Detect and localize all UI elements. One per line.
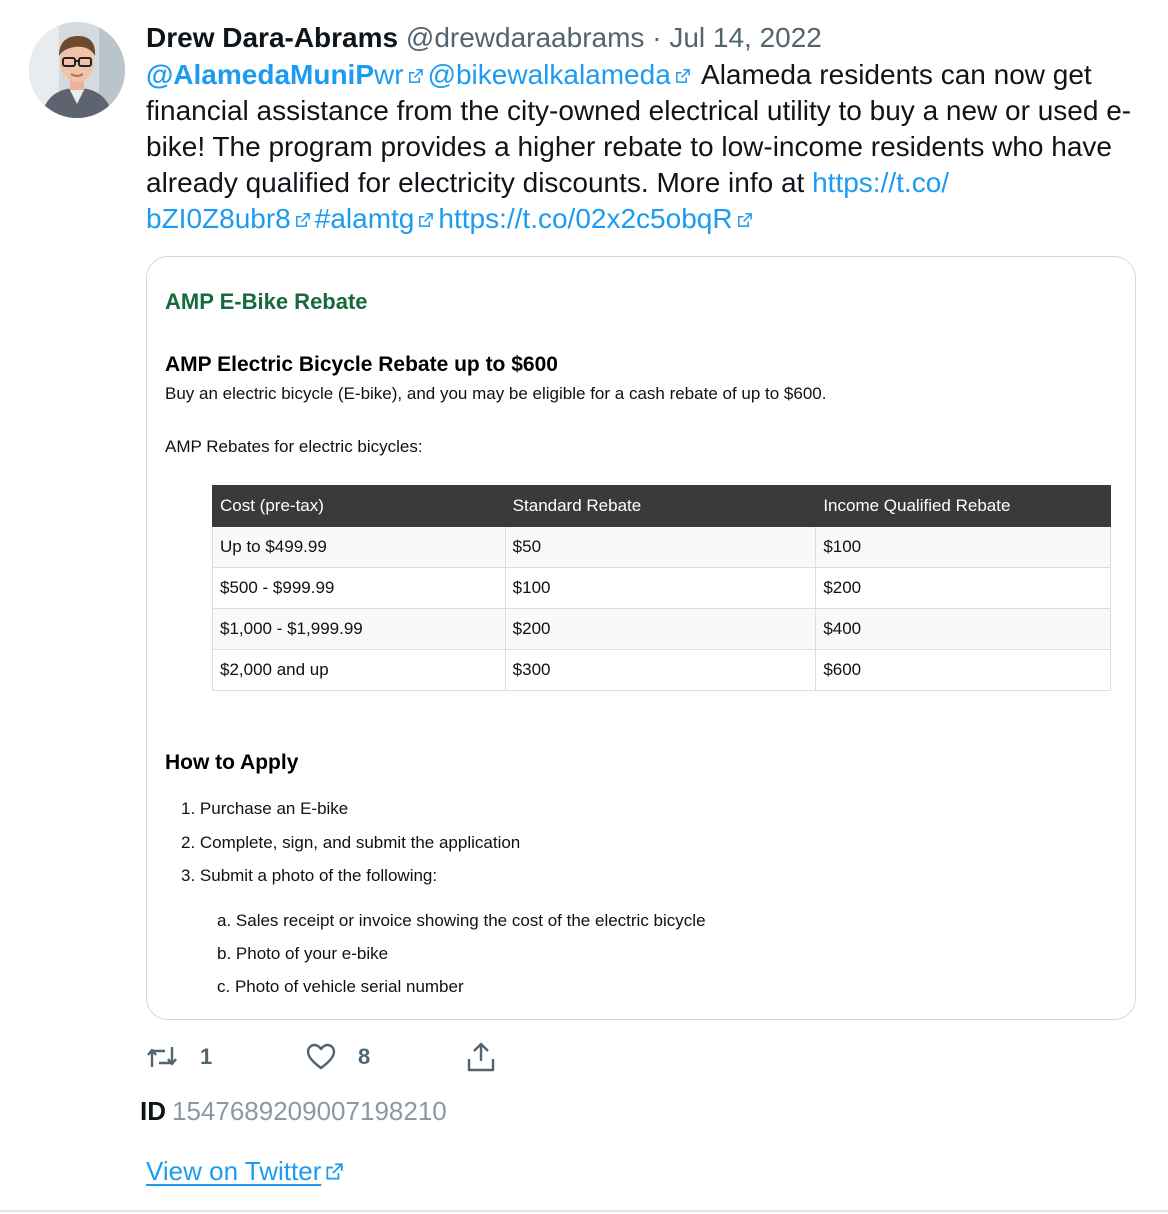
id-label: ID xyxy=(140,1096,166,1126)
table-cell: $2,000 and up xyxy=(213,650,506,691)
table-header-row xyxy=(213,486,1111,527)
mention-bold-part: @AlamedaMuniP xyxy=(146,59,375,90)
table-cell: $200 xyxy=(505,609,816,650)
tweet-header xyxy=(146,20,822,56)
table-cell: Up to $499.99 xyxy=(213,527,506,568)
external-link-icon xyxy=(674,68,691,85)
list-item: 3. Submit a photo of the following: xyxy=(181,866,438,885)
link-tco-1-line2[interactable]: bZI0Z8ubr8 xyxy=(146,203,291,234)
share-button[interactable] xyxy=(466,1040,496,1074)
avatar-photo xyxy=(29,22,125,118)
table-header-cell: Cost (pre-tax) xyxy=(213,486,506,527)
meta-separator: · xyxy=(652,22,662,53)
external-link-icon xyxy=(294,212,311,229)
rebate-table xyxy=(212,485,1111,691)
author-name[interactable]: Drew Dara-Abrams xyxy=(146,22,399,53)
id-value: 1547689209007198210 xyxy=(172,1096,447,1126)
table-cell: $1,000 - $1,999.99 xyxy=(213,609,506,650)
card-heading: AMP Electric Bicycle Rebate up to $600 xyxy=(165,353,558,376)
external-link-icon xyxy=(736,212,753,229)
card-title: AMP E-Bike Rebate xyxy=(165,289,368,314)
mention-bikewalkalameda[interactable]: @bikewalkalameda xyxy=(427,59,671,90)
card-description: Buy an electric bicycle (E-bike), and you may be eligible for a cash rebate of up to $600. xyxy=(165,384,827,403)
list-item: 1. Purchase an E-bike xyxy=(181,799,349,818)
tweet-id xyxy=(140,1096,447,1127)
external-link-icon xyxy=(324,1162,344,1182)
link-tco-1-line1[interactable]: https://t.co/ xyxy=(812,167,950,198)
tweet-body-text: Alameda residents can now get financial assistance from the city-owned electrical utility to buy a new or used e-bike! The program provides a higher rebate to low-income residents who have already qualified for electricity discounts. More info at xyxy=(146,59,1132,198)
retweet-icon xyxy=(146,1043,178,1071)
retweet-button[interactable] xyxy=(146,1040,212,1074)
hashtag-alamtg[interactable]: #alamtg xyxy=(314,203,415,234)
view-on-twitter-label: View on Twitter xyxy=(146,1156,322,1186)
divider xyxy=(0,1210,1168,1212)
mention-rest-part: wr xyxy=(374,59,404,90)
table-cell: $300 xyxy=(505,650,816,691)
table-cell: $500 - $999.99 xyxy=(213,568,506,609)
table-cell: $600 xyxy=(816,650,1111,691)
view-on-twitter-link[interactable] xyxy=(146,1156,348,1187)
retweet-count: 1 xyxy=(200,1044,213,1069)
like-count: 8 xyxy=(358,1044,371,1069)
table-row xyxy=(213,568,1111,609)
table-cell: $50 xyxy=(505,527,816,568)
how-to-apply-heading: How to Apply xyxy=(165,751,299,774)
table-cell: $100 xyxy=(816,527,1111,568)
table-cell: $400 xyxy=(816,609,1111,650)
tweet-date[interactable]: Jul 14, 2022 xyxy=(669,22,822,53)
avatar[interactable] xyxy=(29,22,125,118)
table-row xyxy=(213,650,1111,691)
card-subheading: AMP Rebates for electric bicycles: xyxy=(165,437,423,456)
table-row xyxy=(213,527,1111,568)
external-link-icon xyxy=(417,212,434,229)
author-handle[interactable]: @drewdaraabrams xyxy=(405,22,645,53)
sub-list-item: a. Sales receipt or invoice showing the cost of the electric bicycle xyxy=(217,911,706,930)
table-header-cell: Income Qualified Rebate xyxy=(816,486,1111,527)
table-header-cell: Standard Rebate xyxy=(505,486,816,527)
sub-list-item: c. Photo of vehicle serial number xyxy=(217,977,464,996)
share-icon xyxy=(466,1041,496,1073)
media-card[interactable] xyxy=(146,256,1136,1020)
heart-icon xyxy=(306,1043,336,1071)
mention-alamedamunipwr[interactable] xyxy=(146,59,404,90)
link-tco-2[interactable]: https://t.co/02x2c5obqR xyxy=(438,203,733,234)
external-link-icon xyxy=(407,68,424,85)
list-item: 2. Complete, sign, and submit the application xyxy=(181,833,521,852)
tweet-text xyxy=(146,57,1136,237)
table-cell: $100 xyxy=(505,568,816,609)
table-row xyxy=(213,609,1111,650)
like-button[interactable] xyxy=(306,1040,370,1074)
sub-list-item: b. Photo of your e-bike xyxy=(217,944,389,963)
table-cell: $200 xyxy=(816,568,1111,609)
